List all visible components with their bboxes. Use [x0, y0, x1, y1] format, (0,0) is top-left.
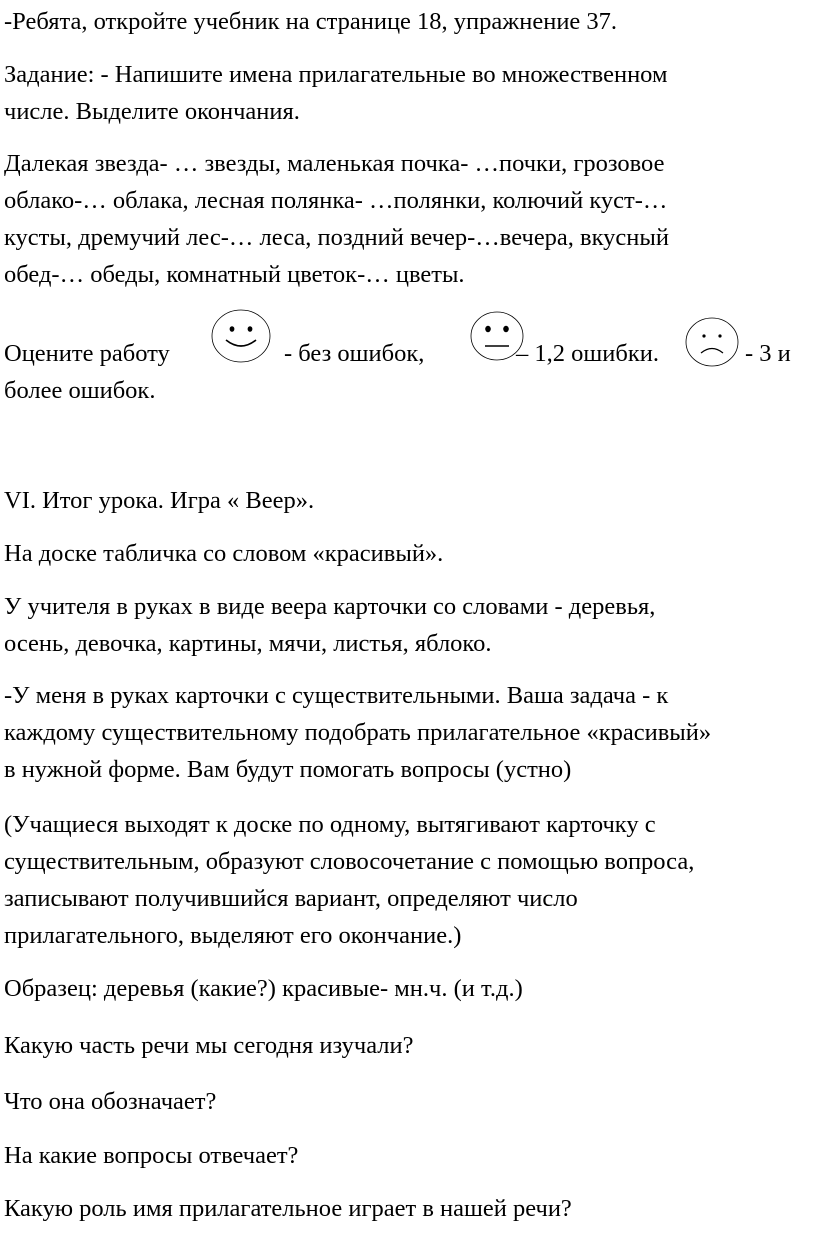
exercise-line-3: кусты, дремучий лес-… леса, поздний вечер-…вечера, вкусный	[4, 224, 669, 251]
question-2-text: Что она обозначает?	[4, 1088, 217, 1115]
task-line-1: Задание: - Напишите имена прилагательные во множественном	[4, 61, 668, 88]
task-paragraph	[4, 56, 667, 130]
teacher-line-1: У учителя в руках в виде веера карточки со словами - деревья,	[4, 593, 656, 620]
students-line-2: существительным, образуют словосочетание с помощью вопроса,	[4, 848, 695, 875]
rating-no-errors: - без ошибок,	[284, 340, 425, 367]
question-2	[4, 1083, 216, 1120]
rating-label: Оцените работу	[4, 340, 170, 367]
question-3-text: На какие вопросы отвечает?	[4, 1142, 299, 1169]
cards-line-2: каждому существительному подобрать прилагательное «красивый»	[4, 719, 712, 746]
board-paragraph	[4, 535, 443, 572]
rating-line-1	[4, 335, 812, 372]
question-3	[4, 1137, 298, 1174]
board-line: На доске табличка со словом «красивый».	[4, 540, 444, 567]
question-1-text: Какую часть речи мы сегодня изучали?	[4, 1032, 414, 1059]
rating-three-more-b: более ошибок.	[4, 377, 156, 404]
exercise-paragraph	[4, 145, 669, 293]
students-line-4: прилагательного, выделяют его окончание.)	[4, 922, 462, 949]
students-paragraph	[4, 806, 694, 954]
exercise-line-4: обед-… обеды, комнатный цветок-… цветы.	[4, 261, 465, 288]
summary-heading	[4, 482, 314, 519]
exercise-line-1: Далекая звезда- … звезды, маленькая почка- …почки, грозовое	[4, 150, 665, 177]
exercise-line-2: облако-… облака, лесная полянка- …полянки, колючий куст-…	[4, 187, 668, 214]
summary-heading-text: VI. Итог урока. Игра « Веер».	[4, 487, 315, 514]
teacher-line-2: осень, девочка, картины, мячи, листья, яблоко.	[4, 630, 492, 657]
cards-paragraph	[4, 677, 711, 788]
question-1	[4, 1027, 414, 1064]
intro-paragraph	[4, 3, 617, 40]
task-line-2: числе. Выделите окончания.	[4, 98, 300, 125]
sample-paragraph	[4, 970, 523, 1007]
rating-three-more-a: - 3 и	[745, 340, 791, 367]
students-line-1: (Учащиеся выходят к доске по одному, вытягивают карточку с	[4, 811, 656, 838]
sample-line: Образец: деревья (какие?) красивые- мн.ч. (и т.д.)	[4, 975, 523, 1002]
question-4	[4, 1190, 572, 1227]
students-line-3: записывают получившийся вариант, определяют число	[4, 885, 578, 912]
intro-line: -Ребята, откройте учебник на странице 18, упражнение 37.	[4, 8, 618, 35]
rating-one-two-errors: – 1,2 ошибки.	[516, 340, 659, 367]
cards-line-1: -У меня в руках карточки с существительными. Ваша задача - к	[4, 682, 669, 709]
cards-line-3: в нужной форме. Вам будут помогать вопросы (устно)	[4, 756, 572, 783]
question-4-text: Какую роль имя прилагательное играет в нашей речи?	[4, 1195, 572, 1222]
rating-paragraph	[4, 308, 812, 408]
teacher-paragraph	[4, 588, 655, 662]
